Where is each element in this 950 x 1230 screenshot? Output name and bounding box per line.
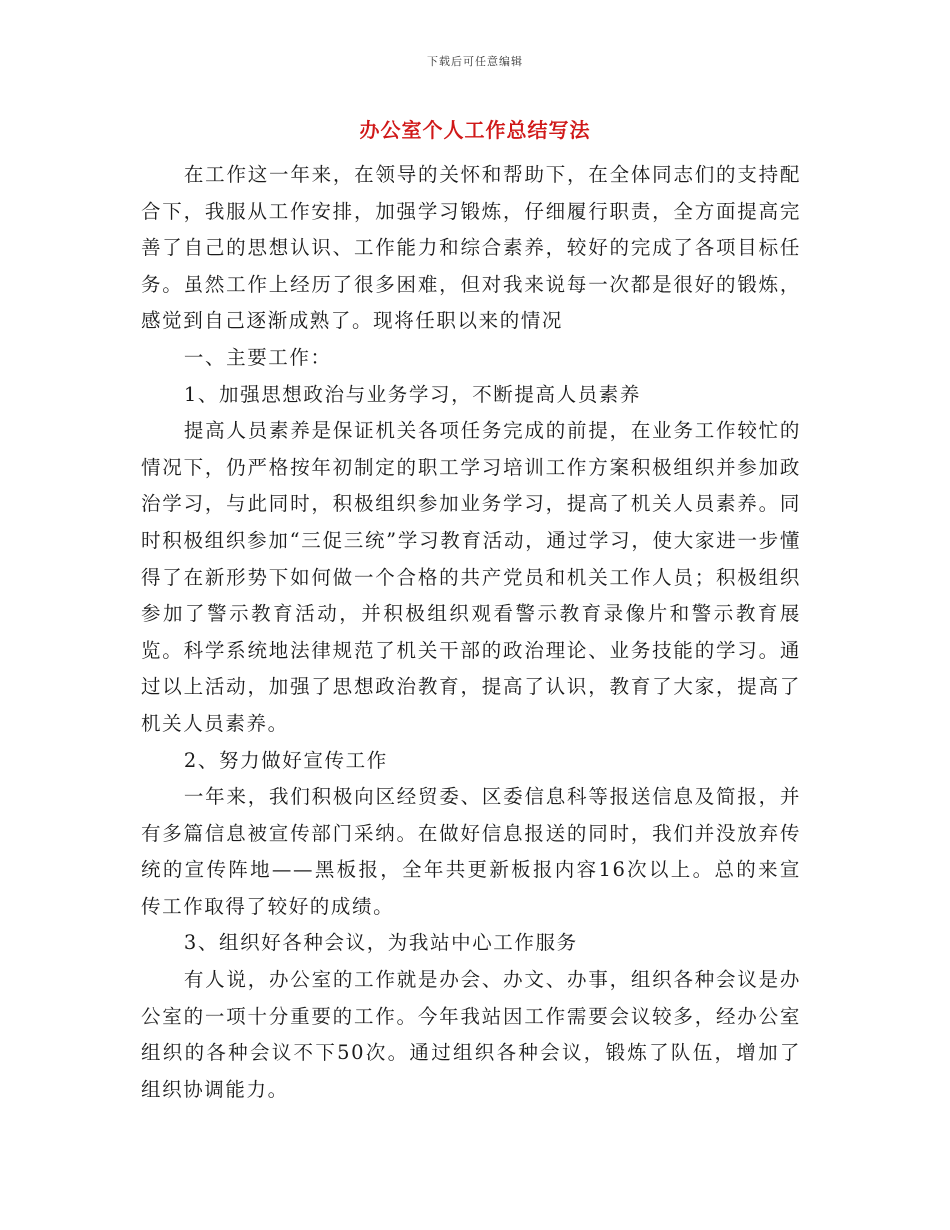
- document-body: [141, 157, 801, 1108]
- document-title: 办公室个人工作总结写法: [359, 118, 591, 142]
- subheading-meetings: 3、组织好各种会议，为我站中心工作服务: [183, 931, 578, 955]
- section-heading-main-work: 一、主要工作：: [183, 345, 332, 369]
- paragraph-study: 提高人员素养是保证机关各项任务完成的前提，在业务工作较忙的情况下，仍严格按年初制定的职工学习培训工作方案积极组织并参加政治学习，与此同时，积极组织参加业务学习，提高了机关人员素养。同时积极组织参加“三促三统”学习教育活动，通过学习，使大家进一步懂得了在新形势下如何做一个合格的共产党员和机关工作人员；积极组织参加了警示教育活动，并积极组织观看警示教育录像片和警示教育展览。科学系统地法律规范了机关干部的政治理论、业务技能的学习。通过以上活动，加强了思想政治教育，提高了认识，教育了大家，提高了机关人员素养。: [141, 419, 801, 735]
- paragraph-intro: 在工作这一年来，在领导的关怀和帮助下，在全体同志们的支持配合下，我服从工作安排，加强学习锻炼，仔细履行职责，全方面提高完善了自己的思想认识、工作能力和综合素养，较好的完成了各项目标任务。虽然工作上经历了很多困难，但对我来说每一次都是很好的锻炼，感觉到自己逐渐成熟了。现将任职以来的情况: [141, 163, 801, 333]
- header-note: 下载后可任意编辑: [427, 55, 523, 68]
- subheading-publicity: 2、努力做好宣传工作: [183, 748, 388, 772]
- paragraph-meetings: 有人说，办公室的工作就是办会、办文、办事，组织各种会议是办公室的一项十分重要的工作。今年我站因工作需要会议较多，经办公室组织的各种会议不下50次。通过组织各种会议，锻炼了队伍，增加了组织协调能力。: [141, 968, 801, 1101]
- paragraph-publicity: 一年来，我们积极向区经贸委、区委信息科等报送信息及简报，并有多篇信息被宣传部门采纳。在做好信息报送的同时，我们并没放弃传统的宣传阵地——黑板报，全年共更新板报内容16次以上。总的来宣传工作取得了较好的成绩。: [141, 785, 801, 918]
- subheading-study: 1、加强思想政治与业务学习，不断提高人员素养: [183, 382, 641, 406]
